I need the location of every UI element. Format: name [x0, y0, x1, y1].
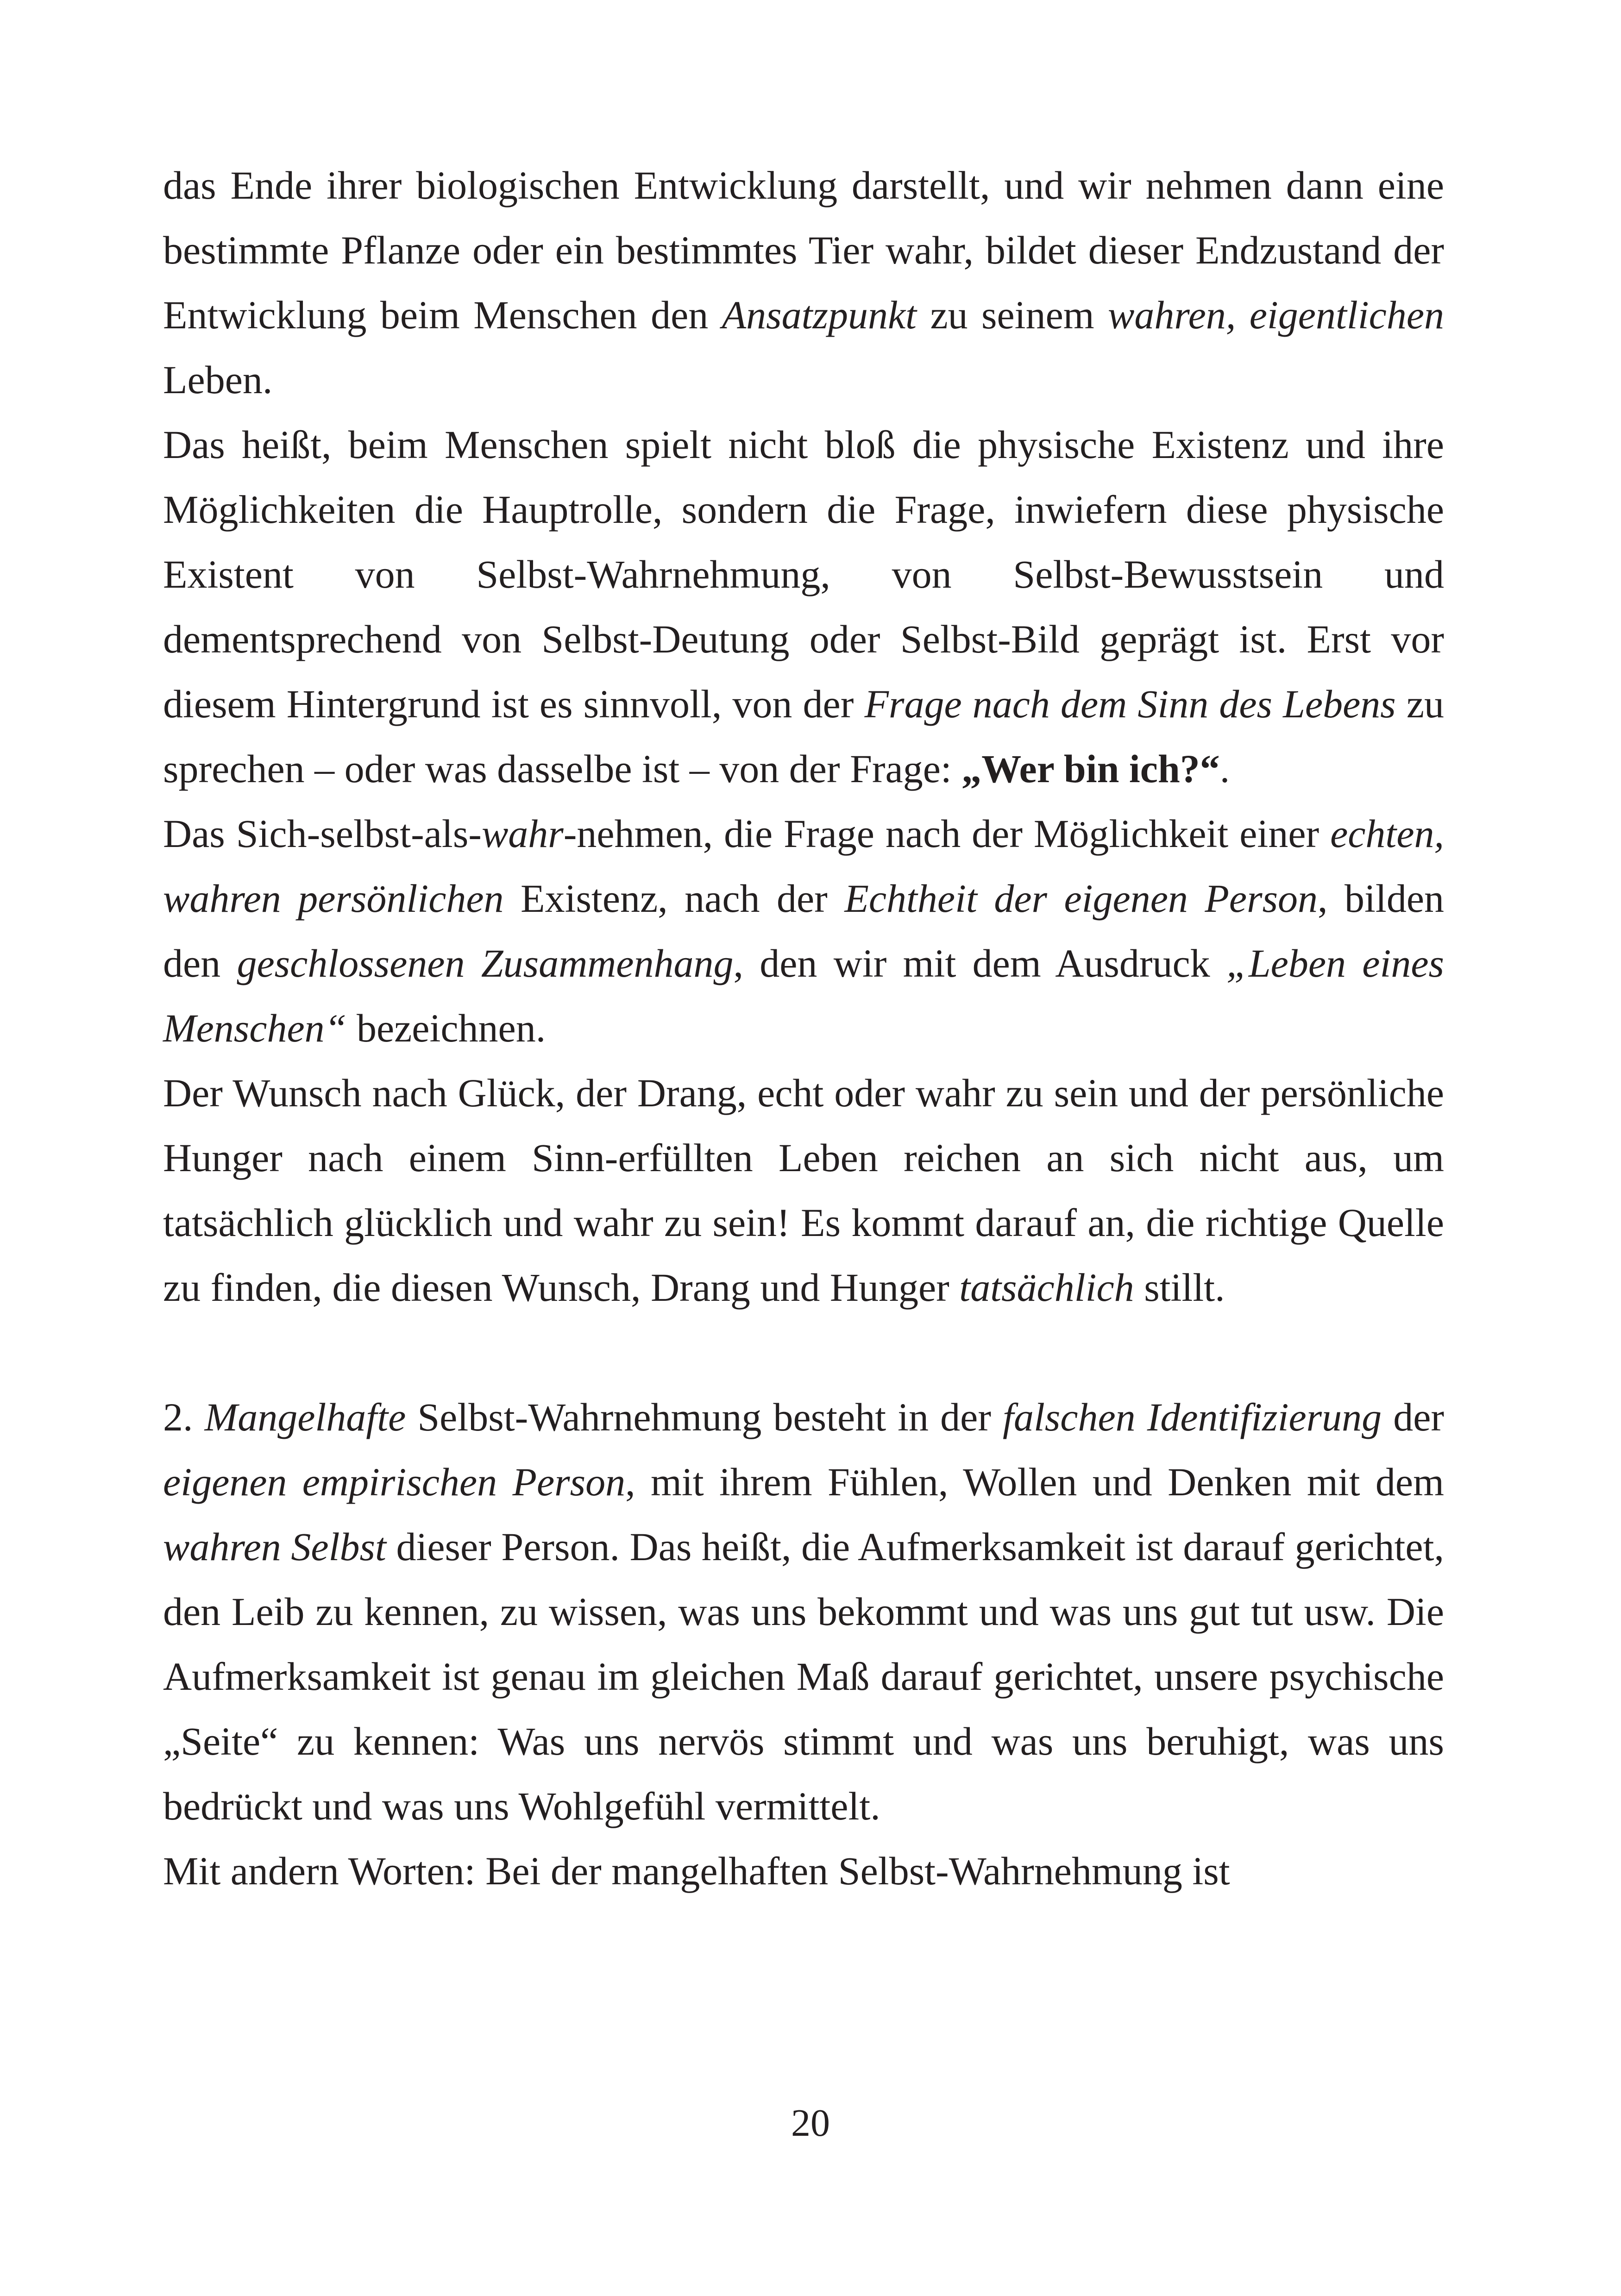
text-run: -nehmen, die Frage nach der Möglichkeit einer — [563, 811, 1331, 856]
text-run: , den wir mit dem Ausdruck — [733, 941, 1226, 985]
page-number: 20 — [791, 2102, 830, 2145]
text-run: . — [1219, 747, 1230, 791]
text-run: Leben. — [163, 358, 273, 402]
italic-text: echten, wahren persönlichen — [163, 811, 1444, 921]
text-run: Der Wunsch nach Glück, der Drang, echt oder wahr zu sein und der persönliche Hunger nach einem Sinn-erfüllten Leben reichen an sich nicht aus, um tatsächlich glücklich und wahr zu sein! Es kommt darauf an, die richtige Quelle zu finden, die diesen Wunsch, Drang und Hunger — [163, 1071, 1444, 1310]
italic-text: falschen Identifizierung — [1003, 1395, 1382, 1439]
text-run: dieser Person. Das heißt, die Aufmerksamkeit ist darauf gerichtet, den Leib zu kennen, zu wissen, was uns bekommt und was uns gut tut usw. Die Aufmerksamkeit ist genau im gleichen Maß darauf gerichtet, unsere psychische „Seite“ zu kennen: Was uns nervös stimmt und was uns beruhigt, was uns bedrückt und was uns Wohlgefühl vermittelt. — [163, 1524, 1445, 1828]
text-run: der — [1382, 1395, 1445, 1439]
text-run: Mit andern Worten: Bei der mangelhaften Selbst-Wahrnehmung ist — [163, 1849, 1230, 1893]
paragraph — [163, 153, 1444, 412]
italic-text: „Leben eines Menschen“ — [163, 941, 1444, 1050]
body-text — [163, 153, 1444, 1903]
text-run: zu seinem — [917, 293, 1108, 337]
italic-text: tatsächlich — [959, 1265, 1134, 1310]
paragraph — [163, 1838, 1444, 1903]
italic-text: Echtheit der eigenen Person — [844, 876, 1318, 921]
italic-text: Mangelhafte — [204, 1395, 406, 1439]
italic-text: Frage nach dem Sinn des Lebens — [864, 682, 1396, 726]
italic-text: eigenen empirischen Person — [163, 1460, 626, 1504]
paragraph — [163, 412, 1444, 801]
bold-text: „Wer bin ich?“ — [961, 747, 1220, 791]
text-run: Das heißt, beim Menschen spielt nicht bloß die physische Existenz und ihre Möglichkeiten die Hauptrolle, sondern die Frage, inwiefern diese physische Existent von Selbst-Wahrnehmung, von Selbst-Bewusstsein und dementsprechend von Selbst-Deutung oder Selbst-Bild geprägt ist. Erst vor diesem Hintergrund ist es sinnvoll, von der — [163, 422, 1444, 726]
paragraph — [163, 1060, 1444, 1320]
text-run: das Ende ihrer biologischen Entwicklung darstellt, und wir nehmen dann eine bestimmte Pflanze oder ein bestimmtes Tier wahr, bildet dieser Endzustand der Entwicklung beim Menschen den — [163, 163, 1444, 337]
italic-text: geschlossenen Zusammenhang — [237, 941, 734, 985]
text-run: 2. — [163, 1395, 205, 1439]
text-run: Selbst-Wahrnehmung besteht in der — [406, 1395, 1003, 1439]
italic-text: wahren, eigentlichen — [1108, 293, 1444, 337]
italic-text: wahr — [481, 811, 564, 856]
text-run: , bilden den — [163, 876, 1444, 985]
text-run: Existenz, nach der — [503, 876, 845, 921]
text-run: stillt. — [1134, 1265, 1225, 1310]
italic-text: Ansatzpunkt — [722, 293, 917, 337]
paragraph — [163, 1385, 1444, 1838]
text-run: zu sprechen – oder was dasselbe ist – von der Frage: — [163, 682, 1445, 791]
paragraph — [163, 801, 1444, 1060]
text-run: bezeichnen. — [346, 1006, 546, 1050]
text-run: Das Sich-selbst-als- — [163, 811, 482, 856]
italic-text: wahren Selbst — [163, 1524, 386, 1569]
text-run: , mit ihrem Fühlen, Wollen und Denken mit dem — [625, 1460, 1444, 1504]
